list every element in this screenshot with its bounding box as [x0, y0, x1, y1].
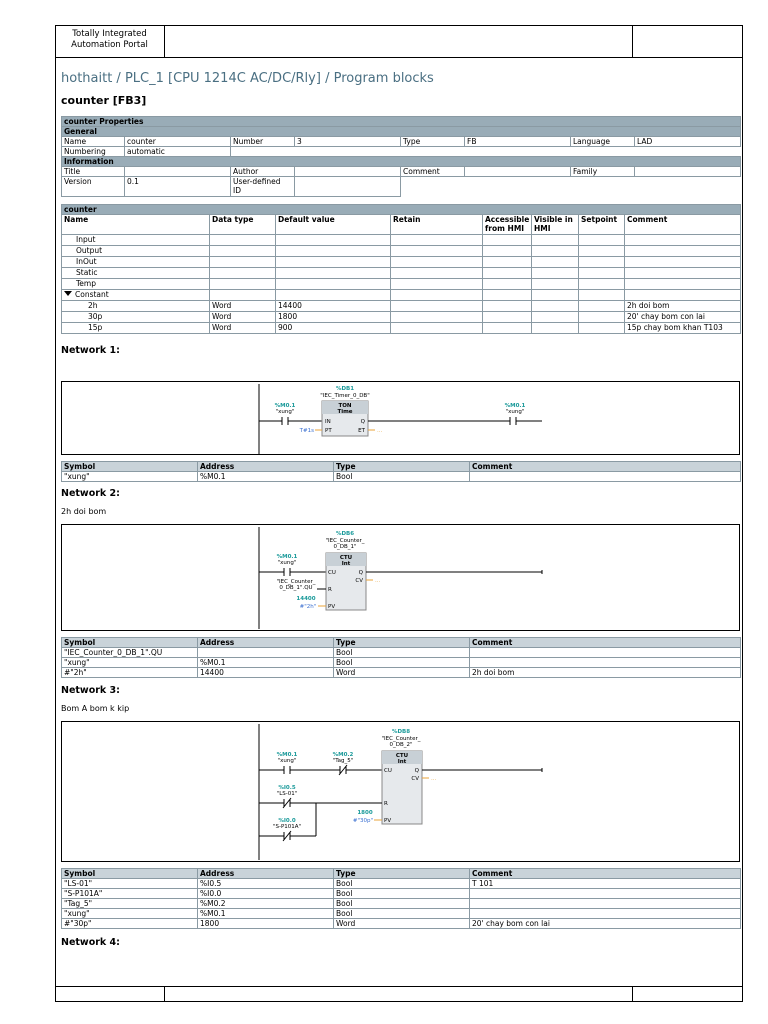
prop-value: automatic: [125, 147, 231, 157]
col-header: Setpoint: [579, 215, 625, 235]
col-header: Symbol: [62, 638, 198, 648]
col-header: Visible in HMI: [532, 215, 579, 235]
pin-cv: CV: [411, 776, 419, 782]
prop-value: 3: [295, 137, 401, 147]
section-bar: General: [62, 127, 741, 137]
r-operand: "IEC_Counter_: [276, 579, 316, 585]
sym-comment: [470, 658, 741, 668]
col-header: Type: [334, 869, 470, 879]
db-address: %DB1: [335, 386, 355, 392]
contact-symbol: "Tag_5": [332, 758, 354, 764]
cv-value: ...: [431, 776, 437, 782]
page-header: [55, 25, 743, 58]
cv-value: ...: [375, 578, 381, 584]
network-2-comment: 2h doi bom: [61, 507, 107, 516]
sym-symbol: "xung": [62, 658, 198, 668]
section-row: Input: [62, 235, 210, 246]
col-header: Comment: [470, 638, 741, 648]
pv-symbol: #"2h": [299, 604, 317, 610]
constant-type: Word: [210, 301, 276, 312]
pin-pv: PV: [384, 818, 392, 824]
col-header: Type: [334, 638, 470, 648]
network-3-diagram: [61, 721, 740, 862]
header-title-cell: [165, 25, 633, 57]
sym-type: Bool: [334, 909, 470, 919]
col-header: Type: [334, 462, 470, 472]
sym-symbol: "LS-01": [62, 879, 198, 889]
sym-address: %M0.1: [198, 658, 334, 668]
network-3-comment: Bom A bom k kip: [61, 704, 130, 713]
prop-value: 0.1: [125, 177, 231, 197]
pin-r: R: [384, 801, 388, 807]
prop-value: [295, 177, 401, 197]
contact-symbol: "xung": [275, 409, 295, 415]
block-type: CTU: [395, 753, 409, 759]
col-header: Comment: [625, 215, 741, 235]
prop-label: Title: [62, 167, 125, 177]
contact-symbol: "LS-01": [276, 791, 298, 797]
section-row: Output: [62, 246, 210, 257]
instance-name: "IEC_Counter_: [381, 736, 421, 742]
empty-cell: [401, 177, 741, 197]
sym-address: %I0.0: [198, 889, 334, 899]
constant-value: 14400: [276, 301, 391, 312]
col-header: Symbol: [62, 462, 198, 472]
pin-in: IN: [325, 419, 331, 425]
footer-left-cell: [55, 987, 165, 1002]
sym-type: Bool: [334, 889, 470, 899]
prop-value: [125, 167, 231, 177]
prop-label: User-defined ID: [231, 177, 295, 197]
et-value: ...: [377, 428, 383, 434]
interface-table: [61, 204, 741, 334]
coil-symbol: "xung": [505, 409, 525, 415]
expand-triangle-icon[interactable]: [64, 291, 72, 296]
constant-name: 30p: [62, 312, 210, 323]
sym-comment: 20' chay bom con lai: [470, 919, 741, 929]
network-3-symbols: [61, 868, 741, 929]
pin-cu: CU: [328, 570, 336, 576]
prop-label: Version: [62, 177, 125, 197]
block-type: TON: [338, 403, 352, 409]
contact-symbol: "S-P101A": [272, 824, 302, 830]
contact-address: %I0.5: [278, 785, 296, 791]
prop-label: Author: [231, 167, 295, 177]
pin-q: Q: [358, 570, 363, 576]
constant-type: Word: [210, 312, 276, 323]
col-header: Address: [198, 462, 334, 472]
pv-value: 14400: [296, 596, 316, 602]
block-subtype: Int: [341, 561, 351, 567]
sym-symbol: "S-P101A": [62, 889, 198, 899]
network-4-title: Network 4:: [61, 937, 120, 948]
network-1-symbols: [61, 461, 741, 482]
ladder-rung-3: [62, 722, 741, 863]
pv-symbol: #"30p": [352, 818, 374, 824]
prop-label: Language: [571, 137, 635, 147]
prop-value: LAD: [635, 137, 741, 147]
constant-comment: 2h doi bom: [625, 301, 741, 312]
col-header: Address: [198, 869, 334, 879]
contact-address: %M0.1: [274, 403, 296, 409]
pin-q: Q: [414, 768, 419, 774]
pin-pt: PT: [325, 428, 332, 434]
col-header: Name: [62, 215, 210, 235]
network-1-title: Network 1:: [61, 345, 120, 356]
company-cell: [55, 25, 165, 57]
network-2-diagram: [61, 524, 740, 631]
sym-type: Bool: [334, 879, 470, 889]
network-3-title: Network 3:: [61, 685, 120, 696]
section-row: Static: [62, 268, 210, 279]
sym-symbol: "IEC_Counter_0_DB_1".QU: [62, 648, 198, 658]
sym-type: Bool: [334, 472, 470, 482]
constant-name: 15p: [62, 323, 210, 334]
ladder-rung-1: [62, 382, 741, 456]
col-header: Comment: [470, 462, 741, 472]
prop-label: Type: [401, 137, 465, 147]
empty-cell: [231, 147, 741, 157]
ladder-rung-2: [62, 525, 741, 632]
col-header: Accessible from HMI: [483, 215, 532, 235]
sym-address: 14400: [198, 668, 334, 678]
db-address: %DB6: [335, 531, 355, 537]
pin-pv: PV: [328, 604, 336, 610]
block-subtype: Int: [397, 759, 407, 765]
constant-comment: 20' chay bom con lai: [625, 312, 741, 323]
constant-type: Word: [210, 323, 276, 334]
section-bar: counter: [62, 205, 741, 215]
instance-name: 0_DB_2": [389, 742, 413, 748]
col-header: Retain: [391, 215, 483, 235]
page-title: hothaitt / PLC_1 [CPU 1214C AC/DC/Rly] / Program blocks: [61, 71, 434, 86]
block-type: CTU: [339, 555, 353, 561]
network-2-symbols: [61, 637, 741, 678]
constant-name: 2h: [62, 301, 210, 312]
pin-q: Q: [360, 419, 365, 425]
contact-address: %M0.2: [332, 752, 354, 758]
contact-symbol: "xung": [277, 560, 297, 566]
network-2-title: Network 2:: [61, 488, 120, 499]
contact-address: %M0.1: [276, 554, 298, 560]
sym-symbol: "Tag_5": [62, 899, 198, 909]
sym-comment: [470, 648, 741, 658]
section-bar: counter Properties: [62, 117, 741, 127]
sym-symbol: #"30p": [62, 919, 198, 929]
col-header: Address: [198, 638, 334, 648]
prop-label: Numbering: [62, 147, 125, 157]
prop-label: Name: [62, 137, 125, 147]
instance-name: "IEC_Timer_0_DB": [320, 393, 370, 399]
contact-address: %I0.0: [278, 818, 296, 824]
sym-comment: [470, 472, 741, 482]
footer-mid-cell: [165, 987, 633, 1002]
sym-comment: [470, 909, 741, 919]
sym-comment: [470, 899, 741, 909]
section-row: Temp: [62, 279, 210, 290]
col-header: Symbol: [62, 869, 198, 879]
coil-address: %M0.1: [504, 403, 526, 409]
pin-et: ET: [358, 428, 365, 434]
constant-value: 1800: [276, 312, 391, 323]
instance-name: 0_DB_1": [333, 544, 357, 550]
sym-address: %M0.2: [198, 899, 334, 909]
prop-value: [465, 167, 571, 177]
sym-address: [198, 648, 334, 658]
constant-row[interactable]: Constant: [62, 290, 210, 301]
prop-value: [295, 167, 401, 177]
sym-comment: [470, 889, 741, 899]
company-name: Totally Integrated Automation Portal: [71, 29, 148, 50]
sym-address: %M0.1: [198, 472, 334, 482]
page-footer: [55, 986, 743, 1002]
sym-address: %I0.5: [198, 879, 334, 889]
pv-value: 1800: [357, 810, 373, 816]
contact-symbol: "xung": [277, 758, 297, 764]
prop-value: FB: [465, 137, 571, 147]
r-operand: 0_DB_1".QU: [279, 585, 313, 591]
sym-type: Word: [334, 668, 470, 678]
prop-value: [635, 167, 741, 177]
pin-cv: CV: [355, 578, 363, 584]
constant-value: 900: [276, 323, 391, 334]
pin-r: R: [328, 587, 332, 593]
prop-label: Number: [231, 137, 295, 147]
sym-symbol: "xung": [62, 909, 198, 919]
sym-type: Bool: [334, 648, 470, 658]
section-row: InOut: [62, 257, 210, 268]
sym-symbol: #"2h": [62, 668, 198, 678]
constant-comment: 15p chay bom khan T103: [625, 323, 741, 334]
prop-value: counter: [125, 137, 231, 147]
db-address: %DB8: [391, 729, 411, 735]
sym-address: 1800: [198, 919, 334, 929]
sym-comment: 2h doi bom: [470, 668, 741, 678]
header-right-cell: [633, 25, 743, 57]
block-title: counter [FB3]: [61, 94, 147, 107]
prop-label: Comment: [401, 167, 465, 177]
pt-value: T#1s: [299, 428, 314, 434]
sym-type: Word: [334, 919, 470, 929]
pin-cu: CU: [384, 768, 392, 774]
section-bar: Information: [62, 157, 741, 167]
sym-comment: T 101: [470, 879, 741, 889]
block-subtype: Time: [337, 409, 353, 415]
col-header: Data type: [210, 215, 276, 235]
contact-address: %M0.1: [276, 752, 298, 758]
sym-address: %M0.1: [198, 909, 334, 919]
instance-name: "IEC_Counter_: [325, 538, 365, 544]
col-header: Default value: [276, 215, 391, 235]
sym-type: Bool: [334, 658, 470, 668]
sym-type: Bool: [334, 899, 470, 909]
sym-symbol: "xung": [62, 472, 198, 482]
properties-table: [61, 116, 741, 197]
prop-label: Family: [571, 167, 635, 177]
network-1-diagram: [61, 381, 740, 455]
col-header: Comment: [470, 869, 741, 879]
